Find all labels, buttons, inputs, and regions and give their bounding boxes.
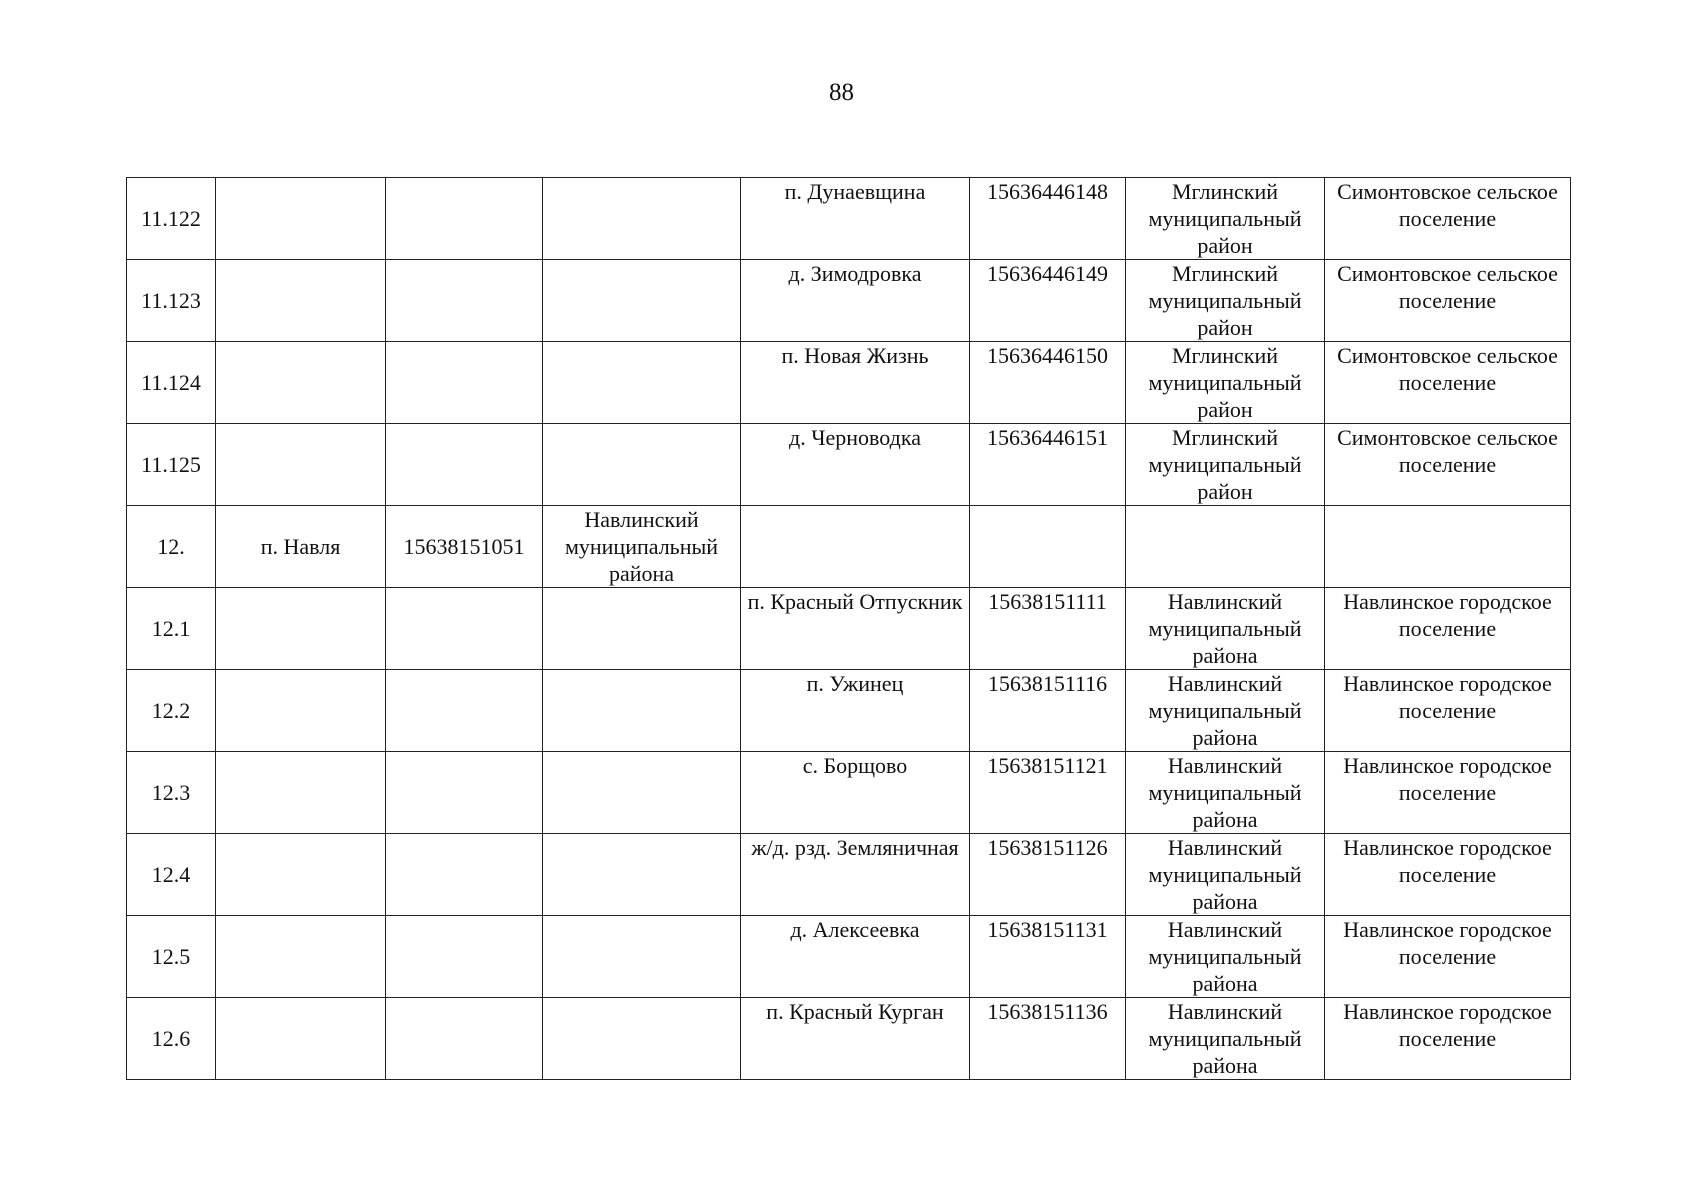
table-row [127,752,1571,834]
district-a-cell [543,752,741,834]
municipality-cell: Симонтовское сельское поселение [1325,260,1571,342]
municipality-cell: Навлинское городское поселение [1325,834,1571,916]
code-b-cell: 15638151126 [970,834,1126,916]
municipality-cell: Навлинское городское поселение [1325,670,1571,752]
settlement-b-cell: д. Зимодровка [741,260,970,342]
row-number-cell: 12.5 [127,916,216,998]
code-b-cell: 15638151121 [970,752,1126,834]
code-b-cell: 15638151136 [970,998,1126,1080]
row-number-cell: 12.4 [127,834,216,916]
municipality-cell: Навлинское городское поселение [1325,916,1571,998]
row-number-cell: 11.124 [127,342,216,424]
table-row [127,834,1571,916]
settlement-b-cell: ж/д. рзд. Земляничная [741,834,970,916]
code-b-cell: 15638151111 [970,588,1126,670]
code-b-cell: 15636446149 [970,260,1126,342]
district-b-cell: Навлинский муниципальный района [1126,752,1325,834]
row-number-cell: 12.3 [127,752,216,834]
municipality-cell: Навлинское городское поселение [1325,752,1571,834]
settlement-b-cell: д. Черноводка [741,424,970,506]
settlement-b-cell: с. Борщово [741,752,970,834]
district-b-cell: Мглинский муниципальный район [1126,178,1325,260]
district-b-cell: Навлинский муниципальный района [1126,998,1325,1080]
code-b-cell: 15638151131 [970,916,1126,998]
row-number-cell: 12.6 [127,998,216,1080]
settlement-a-cell: п. Навля [216,506,386,588]
settlement-a-cell [216,260,386,342]
table-row [127,588,1571,670]
settlement-a-cell [216,178,386,260]
district-a-cell [543,916,741,998]
code-a-cell [386,916,543,998]
settlement-b-cell: п. Новая Жизнь [741,342,970,424]
district-a-cell: Навлинский муниципальный района [543,506,741,588]
code-a-cell: 15638151051 [386,506,543,588]
municipality-cell [1325,506,1571,588]
district-b-cell: Навлинский муниципальный района [1126,834,1325,916]
row-number-cell: 11.122 [127,178,216,260]
code-a-cell [386,998,543,1080]
district-a-cell [543,342,741,424]
row-number-cell: 12.2 [127,670,216,752]
code-a-cell [386,834,543,916]
settlement-b-cell [741,506,970,588]
table-row [127,260,1571,342]
settlement-a-cell [216,670,386,752]
district-b-cell: Мглинский муниципальный район [1126,424,1325,506]
table-row [127,916,1571,998]
table-row [127,424,1571,506]
settlement-a-cell [216,588,386,670]
district-b-cell: Навлинский муниципальный района [1126,916,1325,998]
code-b-cell: 15636446151 [970,424,1126,506]
code-a-cell [386,260,543,342]
row-number-cell: 12. [127,506,216,588]
municipality-cell: Навлинское городское поселение [1325,588,1571,670]
settlement-b-cell: д. Алексеевка [741,916,970,998]
settlement-b-cell: п. Ужинец [741,670,970,752]
settlements-table [126,177,1571,1080]
page-number: 88 [829,79,854,106]
code-b-cell: 15636446148 [970,178,1126,260]
code-a-cell [386,588,543,670]
district-a-cell [543,260,741,342]
row-number-cell: 11.125 [127,424,216,506]
table-row [127,998,1571,1080]
district-a-cell [543,588,741,670]
settlement-a-cell [216,424,386,506]
settlement-a-cell [216,342,386,424]
table-row [127,342,1571,424]
code-a-cell [386,752,543,834]
settlement-a-cell [216,752,386,834]
row-number-cell: 11.123 [127,260,216,342]
code-a-cell [386,424,543,506]
settlement-b-cell: п. Дунаевщина [741,178,970,260]
code-a-cell [386,178,543,260]
table-row [127,178,1571,260]
district-a-cell [543,998,741,1080]
district-b-cell: Навлинский муниципальный района [1126,588,1325,670]
settlement-a-cell [216,916,386,998]
district-b-cell: Мглинский муниципальный район [1126,342,1325,424]
district-a-cell [543,424,741,506]
settlement-b-cell: п. Красный Курган [741,998,970,1080]
settlement-b-cell: п. Красный Отпускник [741,588,970,670]
municipality-cell: Симонтовское сельское поселение [1325,178,1571,260]
municipality-cell: Симонтовское сельское поселение [1325,424,1571,506]
district-b-cell: Мглинский муниципальный район [1126,260,1325,342]
table-body [127,178,1571,1080]
table-row [127,506,1571,588]
district-b-cell: Навлинский муниципальный района [1126,670,1325,752]
table-row [127,670,1571,752]
district-a-cell [543,178,741,260]
code-a-cell [386,670,543,752]
district-b-cell [1126,506,1325,588]
code-b-cell: 15638151116 [970,670,1126,752]
district-a-cell [543,670,741,752]
code-a-cell [386,342,543,424]
district-a-cell [543,834,741,916]
row-number-cell: 12.1 [127,588,216,670]
municipality-cell: Навлинское городское поселение [1325,998,1571,1080]
municipality-cell: Симонтовское сельское поселение [1325,342,1571,424]
code-b-cell: 15636446150 [970,342,1126,424]
settlement-a-cell [216,998,386,1080]
code-b-cell [970,506,1126,588]
settlement-a-cell [216,834,386,916]
